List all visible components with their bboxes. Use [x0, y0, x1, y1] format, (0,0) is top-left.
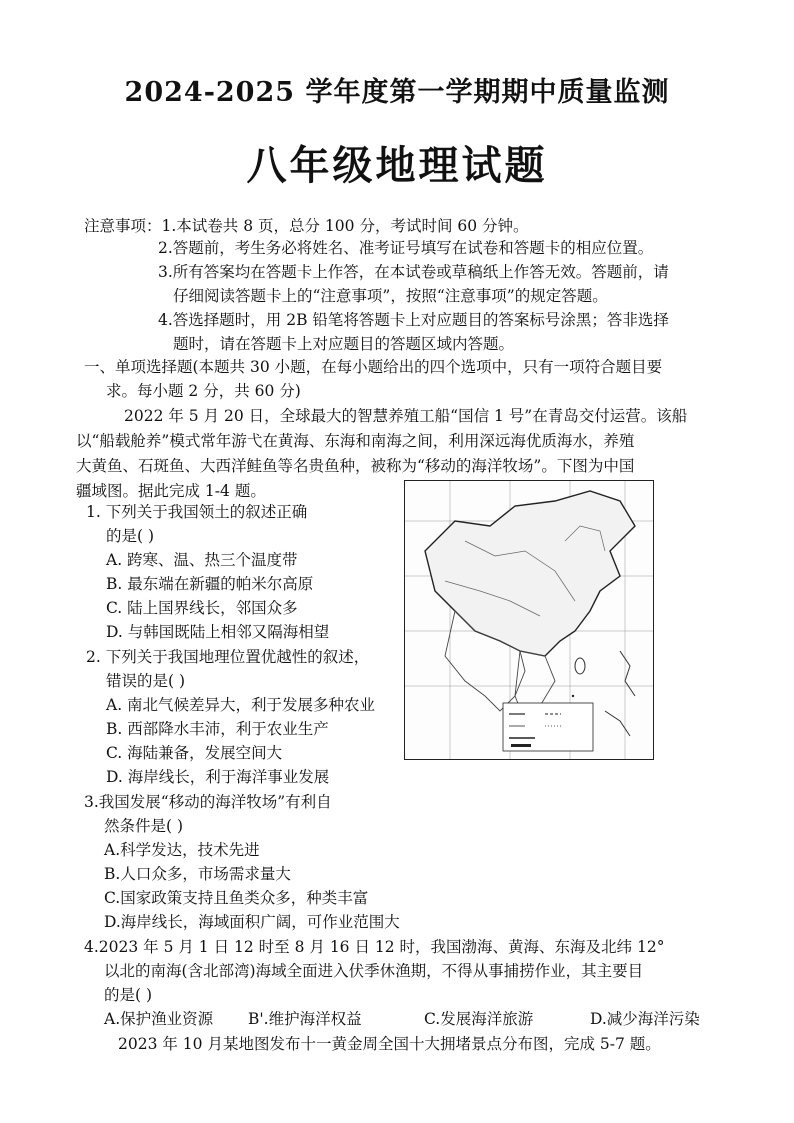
exam-header-title: 2024-2025 学年度第一学期期中质量监测	[124, 77, 670, 108]
q4-stem-line-2: 以北的南海(含北部湾)海域全面进入伏季休渔期，不得从事捕捞作业，其主要目	[104, 962, 644, 980]
q3-stem-line-1: 3.我国发展“移动的海洋牧场”有利自	[84, 793, 332, 811]
q1-option-b: B. 最东端在新疆的帕米尔高原	[106, 575, 314, 593]
note-line-1: 注意事项：1.本试卷共 8 页，总分 100 分，考试时间 60 分钟。	[84, 217, 529, 235]
q2-option-c: C. 海陆兼备，发展空间大	[106, 744, 283, 762]
q2-stem-line-1: 2. 下列关于我国地理位置优越性的叙述，	[86, 648, 370, 666]
passage-line-3: 大黄鱼、石斑鱼、大西洋鲑鱼等名贵鱼种，被称为“移动的海洋牧场”。下图为中国	[76, 457, 635, 475]
q4-option-a: A.保护渔业资源	[104, 1010, 214, 1028]
note-line-5: 4.答选择题时，用 2B 铅笔将答题卡上对应题目的答案标号涂黑；答非选择	[158, 311, 669, 329]
q1-option-a: A. 跨寒、温、热三个温度带	[106, 551, 298, 569]
q3-option-a: A.科学发达，技术先进	[104, 841, 260, 859]
q1-stem-line-2: 的是( )	[106, 527, 155, 545]
q3-option-b: B.人口众多，市场需求量大	[104, 865, 291, 883]
q3-option-c: C.国家政策支持且鱼类众多，种类丰富	[104, 889, 369, 907]
q4-option-b: B'.维护海洋权益	[248, 1010, 362, 1028]
q1-option-d: D. 与韩国既陆上相邻又隔海相望	[106, 623, 330, 641]
q3-stem-line-2: 然条件是( )	[104, 817, 184, 835]
passage-line-1: 2022 年 5 月 20 日，全球最大的智慧养殖工船“国信 1 号”在青岛交付运营。该船	[124, 407, 688, 425]
china-territory-map	[404, 480, 654, 760]
note-line-2: 2.答题前，考生务必将姓名、准考证号填写在试卷和答题卡的相应位置。	[158, 239, 654, 257]
q3-option-d: D.海岸线长，海域面积广阔，可作业范围大	[104, 913, 400, 931]
passage-line-2: 以“船载舱养”模式常年游弋在黄海、东海和南海之间，利用深远海优质海水，养殖	[76, 432, 635, 450]
next-section-intro: 2023 年 10 月某地图发布十一黄金周全国十大拥堵景点分布图，完成 5-7 题。	[118, 1035, 661, 1053]
map-graphic	[405, 481, 653, 759]
q2-option-a: A. 南北气候差异大，利于发展多种农业	[106, 696, 376, 714]
q4-option-d: D.减少海洋污染	[590, 1010, 700, 1028]
note-line-4: 仔细阅读答题卡上的“注意事项”，按照“注意事项”的规定答题。	[173, 287, 608, 305]
q4-stem-line-1: 4.2023 年 5 月 1 日 12 时至 8 月 16 日 12 时，我国渤海、黄海、东海及北纬 12°	[84, 938, 665, 956]
q2-stem-line-2: 错误的是( )	[106, 672, 186, 690]
section-heading-line-1: 一、单项选择题(本题共 30 小题，在每小题给出的四个选项中，只有一项符合题目要	[84, 358, 663, 376]
section-heading-line-2: 求。每小题 2 分，共 60 分)	[106, 382, 301, 400]
note-line-6: 题时，请在答题卡上对应题目的答题区域内答题。	[173, 335, 515, 353]
q2-option-b: B. 西部降水丰沛，利于农业生产	[106, 720, 329, 738]
q1-option-c: C. 陆上国界线长，邻国众多	[106, 599, 298, 617]
note-line-3: 3.所有答案均在答题卡上作答，在本试卷或草稿纸上作答无效。答题前，请	[158, 263, 669, 281]
q4-stem-line-3: 的是( )	[104, 986, 153, 1004]
passage-line-4: 疆域图。据此完成 1-4 题。	[76, 482, 266, 500]
q1-stem-line-1: 1. 下列关于我国领土的叙述正确	[86, 503, 308, 521]
q4-option-c: C.发展海洋旅游	[424, 1010, 534, 1028]
q2-option-d: D. 海岸线长，利于海洋事业发展	[106, 768, 330, 786]
exam-subject-title: 八年级地理试题	[246, 142, 548, 189]
